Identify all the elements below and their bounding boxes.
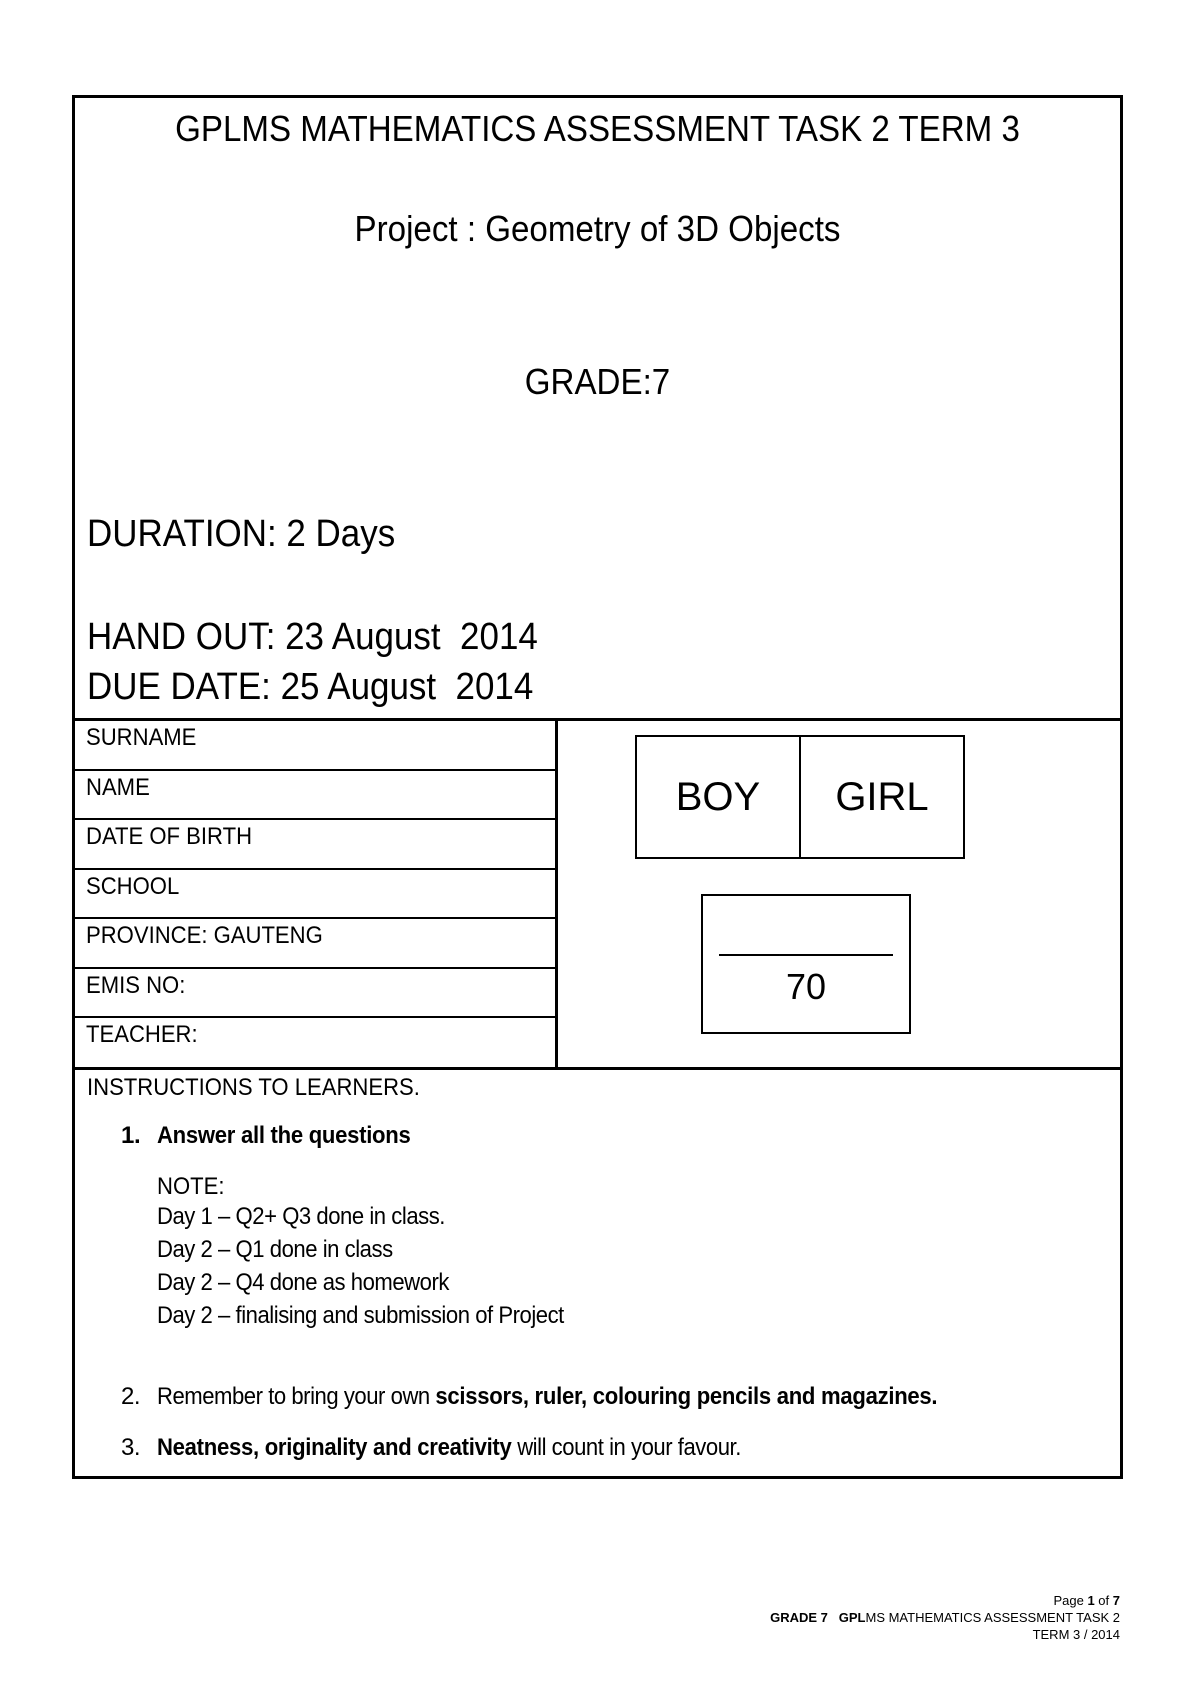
surname-field[interactable]: SURNAME [75,721,555,771]
note-line: Day 2 – finalising and submission of Project [157,1302,564,1329]
item-2-number: 2. [121,1383,141,1410]
emis-number-field[interactable]: EMIS NO: [75,969,555,1019]
hand-out-date: HAND OUT: 23 August 2014 [87,616,538,658]
score-box [701,894,911,1034]
cover-frame [72,95,1123,1479]
note-line: Day 1 – Q2+ Q3 done in class. [157,1203,445,1230]
gender-selector [635,735,965,859]
boy-option[interactable]: BOY [637,737,801,857]
grade-label: GRADE:7 [524,361,671,402]
item-3-tail: will count in your favour. [511,1434,741,1461]
province-field[interactable]: PROVINCE: GAUTENG [75,919,555,969]
footer-term: TERM 3 / 2014 [1032,1627,1120,1642]
note-label: NOTE: [157,1173,225,1200]
learner-fields [75,721,558,1067]
page-number: Page 1 of 7 [1053,1593,1120,1608]
note-line: Day 2 – Q4 done as homework [157,1269,449,1296]
note-line: Day 2 – Q1 done in class [157,1236,393,1263]
cover-header [75,98,1120,718]
duration-label: DURATION: 2 Days [87,513,396,555]
item-2-materials: scissors, ruler, colouring pencils and magazines. [435,1383,938,1410]
item-3-number: 3. [121,1434,141,1461]
project-title: Project : Geometry of 3D Objects [354,208,841,249]
item-1-number: 1. [121,1122,141,1149]
footer-title: GRADE 7 GPLMS MATHEMATICS ASSESSMENT TASK 2 [770,1610,1120,1625]
score-entry-line[interactable] [719,954,893,956]
item-1-text: Answer all the questions [157,1122,411,1149]
due-date: DUE DATE: 25 August 2014 [87,666,534,708]
item-2-lead: Remember to bring your own [157,1383,436,1410]
school-field[interactable]: SCHOOL [75,870,555,920]
learner-details-section [75,718,1120,1070]
document-title: GPLMS MATHEMATICS ASSESSMENT TASK 2 TERM 3 [175,108,1020,149]
item-3-criteria: Neatness, originality and creativity [157,1434,512,1461]
score-total: 70 [785,966,827,1007]
item-2-text [157,1383,937,1411]
page-footer [770,1592,1120,1643]
teacher-field[interactable]: TEACHER: [86,1021,198,1048]
item-3-text [157,1434,741,1462]
name-field[interactable]: NAME [75,771,555,821]
girl-option[interactable]: GIRL [835,774,929,819]
date-of-birth-field[interactable]: DATE OF BIRTH [75,820,555,870]
instructions-heading: INSTRUCTIONS TO LEARNERS. [87,1074,420,1101]
